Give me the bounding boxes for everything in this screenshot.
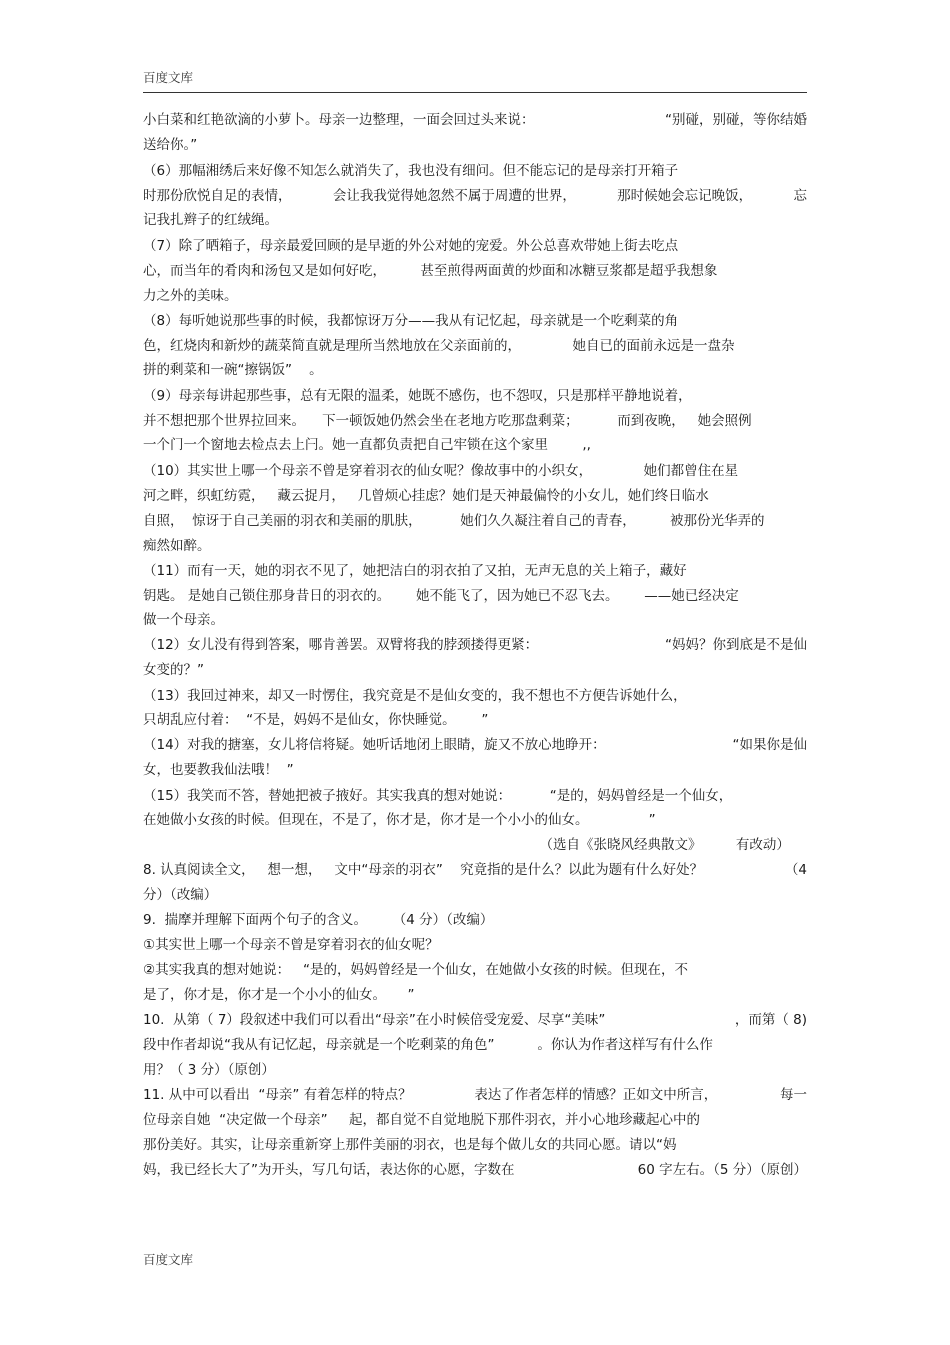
text-line: 送给你。” bbox=[143, 137, 198, 153]
text-line: 拼的剩菜和一碗“擦锅饭” 。 bbox=[143, 362, 323, 378]
text-line: 女，也要教我仙法哦！ ” bbox=[143, 762, 294, 778]
text-segment: （4 bbox=[784, 862, 807, 878]
header-rule bbox=[143, 92, 807, 93]
text-segment: 妈，我已经长大了”为开头，写几句话，表达你的心愿，字数在 bbox=[143, 1162, 515, 1178]
text-line: （8）每听她说那些事的时候，我都惊讶万分——我从有记忆起，母亲就是一个吃剩菜的角 bbox=[143, 313, 679, 329]
text-line: 痴然如醉。 bbox=[143, 538, 211, 554]
text-line: 分）（改编） bbox=[143, 887, 218, 903]
text-segment: 会让我我觉得她忽然不属于周遭的世界， bbox=[332, 188, 576, 204]
text-line bbox=[143, 862, 807, 878]
text-segment: （12）女儿没有得到答案，哪肯善罢。双臂将我的脖颈搂得更紧： bbox=[143, 637, 539, 653]
text-segment: 11. 从中可以看出 “母亲” 有着怎样的特点？ bbox=[143, 1087, 412, 1103]
text-line: 用？（ 3 分）（原创） bbox=[143, 1062, 275, 1078]
text-line: ②其实我真的想对她说： “是的，妈妈曾经是一个仙女，在她做小女孩的时候。但现在，不 bbox=[143, 962, 688, 978]
text-line: 色，红烧肉和新炒的蔬菜简直就是理所当然地放在父亲面前的， 她自已的面前永远是一盘杂 bbox=[143, 338, 735, 354]
text-line: 钥匙。 是她自己锁住那身昔日的羽衣的。 她不能飞了，因为她已不忍飞去。 ——她已经决定 bbox=[143, 588, 739, 604]
text-segment: 小白菜和红艳欲滴的小萝卜。母亲一边整理，一面会回过头来说： bbox=[143, 112, 535, 128]
text-line bbox=[143, 188, 807, 204]
text-line: （13）我回过神来，却又一时愣住，我究竟是不是仙女变的，我不想也不方便告诉她什么， bbox=[143, 688, 687, 704]
text-line: （7）除了晒箱子，母亲最爱回顾的是早逝的外公对她的宠爱。外公总喜欢带她上街去吃点 bbox=[143, 238, 679, 254]
text-segment: （14）对我的搪塞，女儿将信将疑。她听话地闭上眼睛，旋又不放心地睁开： bbox=[143, 737, 606, 753]
text-segment: 表达了作者怎样的情感？正如文中所言， bbox=[474, 1087, 718, 1103]
text-line: ①其实世上哪一个母亲不曾是穿着羽衣的仙女呢？ bbox=[143, 937, 439, 953]
text-line: 9. 揣摩并理解下面两个句子的含义。 （4 分）（改编） bbox=[143, 912, 494, 928]
text-line bbox=[143, 112, 807, 128]
text-segment: “如果你是仙 bbox=[732, 737, 807, 753]
text-line: 那份美好。其实，让母亲重新穿上那件美丽的羽衣，也是每个做儿女的共同心愿。请以“妈 bbox=[143, 1137, 677, 1153]
text-line: （11）而有一天，她的羽衣不见了，她把洁白的羽衣拍了又拍，无声无息的关上箱子，藏好 bbox=[143, 563, 687, 579]
text-line: 心，而当年的肴肉和汤包又是如何好吃， 甚至煎得两面黄的炒面和冰糖豆浆都是超乎我想象 bbox=[143, 263, 718, 279]
text-line bbox=[143, 637, 807, 653]
text-line: 一个门一个窗地去检点去上闩。她一直都负责把自己牢锁在这个家里 ,, bbox=[143, 437, 591, 453]
text-line: 位母亲自她 “决定做一个母亲” 起，都自觉不自觉地脱下那件羽衣，并小心地珍藏起心中的 bbox=[143, 1112, 701, 1128]
text-segment: 10. 从第（ 7）段叙述中我们可以看出“母亲”在小时候倍受宠爱、尽享“美味” bbox=[143, 1012, 606, 1028]
text-segment: 那时候她会忘记晚饭， bbox=[617, 188, 753, 204]
text-line: 做一个母亲。 bbox=[143, 612, 224, 628]
text-segment: 60 字左右。（5 分）（原创） bbox=[637, 1162, 807, 1178]
text-segment: “别碰，别碰，等你结婚 bbox=[665, 112, 807, 128]
text-line: 并不想把那个世界拉回来。 下一顿饭她仍然会坐在老地方吃那盘剩菜； 而到夜晚， 她会照例 bbox=[143, 413, 752, 429]
text-line: （选自《张晓风经典散文》 有改动） bbox=[539, 837, 807, 853]
text-line: （6）那幅湘绣后来好像不知怎么就消失了，我也没有细问。但不能忘记的是母亲打开箱子 bbox=[143, 163, 679, 179]
text-segment: ，而第（ 8) bbox=[734, 1012, 807, 1028]
text-line: （15）我笑而不答，替她把被子掖好。其实我真的想对她说： “是的，妈妈曾经是一个仙女， bbox=[143, 788, 733, 804]
text-line bbox=[143, 1162, 807, 1178]
text-line: 记我扎辫子的红绒绳。 bbox=[143, 212, 278, 228]
text-line: （9）母亲每讲起那些事，总有无限的温柔，她既不感伤，也不怨叹，只是那样平静地说着， bbox=[143, 388, 692, 404]
page-header: 百度文库 bbox=[143, 70, 194, 85]
text-line bbox=[143, 1087, 807, 1103]
text-line bbox=[143, 1012, 807, 1028]
text-segment: “妈妈？你到底是不是仙 bbox=[665, 637, 807, 653]
page-footer: 百度文库 bbox=[143, 1252, 194, 1267]
text-line: 段中作者却说“我从有记忆起，母亲就是一个吃剩菜的角色” 。你认为作者这样写有什么作 bbox=[143, 1037, 713, 1053]
text-line: 女变的？” bbox=[143, 662, 204, 678]
text-line: 在她做小女孩的时候。但现在，不是了，你才是，你才是一个小小的仙女。 ” bbox=[143, 812, 656, 828]
text-line: （10）其实世上哪一个母亲不曾是穿着羽衣的仙女呢？像故事中的小织女， 她们都曾住在星 bbox=[143, 463, 739, 479]
text-line: 只胡乱应付着： “不是，妈妈不是仙女，你快睡觉。 ” bbox=[143, 712, 489, 728]
text-segment: 时那份欣悦自足的表情， bbox=[143, 188, 292, 204]
text-segment: 8. 认真阅读全文， 想一想， 文中“母亲的羽衣” 究竟指的是什么？以此为题有什么好处？ bbox=[143, 862, 704, 878]
text-segment: 忘 bbox=[793, 188, 807, 204]
text-line: 自照， 惊讶于自己美丽的羽衣和美丽的肌肤， 她们久久凝注着自己的青春， 被那份光华弄的 bbox=[143, 513, 765, 529]
text-line: 力之外的美味。 bbox=[143, 288, 238, 304]
text-line: 是了，你才是，你才是一个小小的仙女。 ” bbox=[143, 987, 415, 1003]
text-segment: 每一 bbox=[780, 1087, 807, 1103]
text-line: 河之畔，织虹纺霓， 藏云捉月， 几曾烦心挂虑？她们是天神最偏怜的小女儿，她们终日临水 bbox=[143, 488, 709, 504]
text-line bbox=[143, 737, 807, 753]
